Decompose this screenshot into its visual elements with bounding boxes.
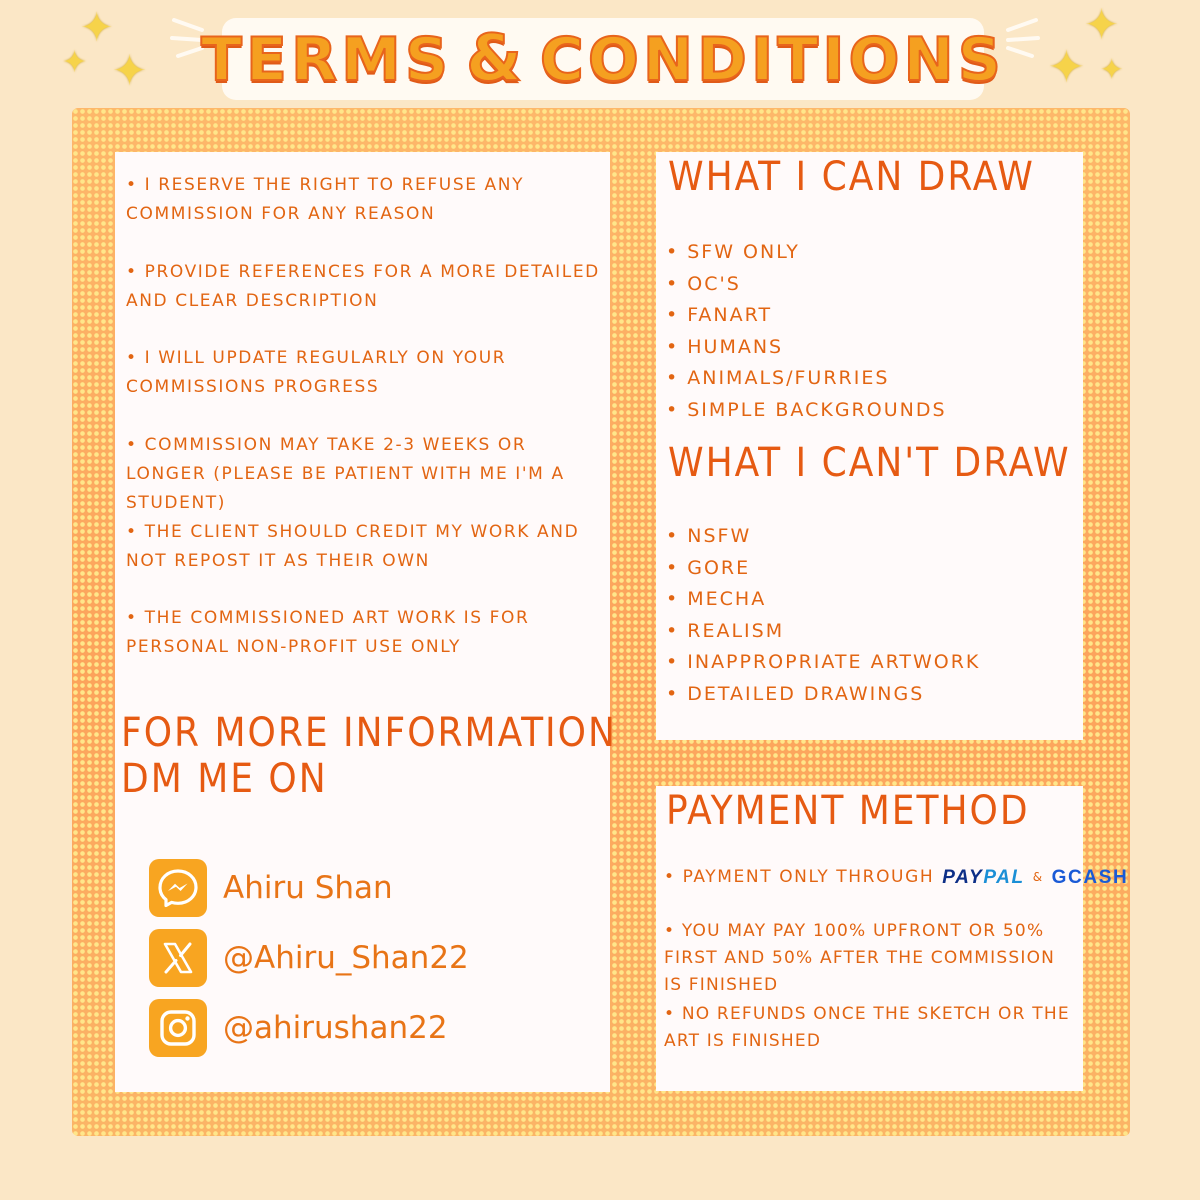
cant-draw-list — [666, 521, 980, 710]
list-item: • INAPPROPRIATE ARTWORK — [666, 651, 981, 673]
paypal-pay: PAY — [942, 867, 984, 888]
sparkle-icon: ✦ — [1084, 0, 1120, 49]
payment-heading: PAYMENT METHOD — [666, 788, 1030, 834]
social-x[interactable] — [149, 929, 469, 987]
gcash-logo: GCASH — [1051, 867, 1129, 888]
social-messenger[interactable] — [149, 859, 393, 917]
term-item: • I RESERVE THE RIGHT TO REFUSE ANY COMMISSION FOR ANY REASON — [126, 175, 525, 224]
sparkle-icon: ✦ — [62, 45, 88, 80]
list-item: • HUMANS — [666, 335, 784, 358]
page-title — [201, 22, 1005, 96]
sparkle-icon: ✦ — [112, 46, 148, 95]
payment-and: & — [1032, 870, 1044, 884]
list-item: • NSFW — [666, 525, 752, 547]
list-item: • MECHA — [666, 588, 767, 610]
sparkle-icon: ✦ — [1048, 42, 1085, 93]
refund-terms: • NO REFUNDS ONCE THE SKETCH OR THE ART IS FINISHED — [664, 1004, 1070, 1051]
list-item: • GORE — [666, 556, 751, 579]
title-banner — [201, 18, 1005, 100]
social-instagram[interactable] — [149, 999, 448, 1057]
info-heading-line2: DM ME ON — [121, 756, 328, 802]
term-item: • PROVIDE REFERENCES FOR A MORE DETAILED AND CLEAR DESCRIPTION — [126, 262, 600, 311]
paypal-logo — [942, 863, 1024, 892]
title-terms: TERMS — [201, 25, 453, 95]
sparkle-icon: ✦ — [80, 5, 114, 51]
payment-line — [664, 863, 1128, 892]
list-item: • DETAILED DRAWINGS — [666, 682, 925, 705]
payment-prefix: • PAYMENT ONLY THROUGH — [664, 867, 935, 887]
term-item: • I WILL UPDATE REGULARLY ON YOUR COMMISSIONS PROGRESS — [126, 348, 507, 397]
term-item: • THE COMMISSIONED ART WORK IS FOR PERSONAL NON-PROFIT USE ONLY — [126, 608, 530, 657]
list-item: • ANIMALS/FURRIES — [666, 367, 890, 389]
can-draw-list — [666, 237, 947, 426]
list-item: • SFW ONLY — [666, 241, 800, 263]
list-item: • REALISM — [666, 619, 785, 642]
x-icon — [149, 929, 207, 987]
list-item: • OC'S — [666, 272, 741, 295]
info-heading-line1: FOR MORE INFORMATION — [121, 710, 617, 756]
social-label: @ahirushan22 — [223, 1010, 448, 1046]
sparkle-icon: ✦ — [1100, 53, 1124, 86]
title-ampersand: & — [466, 22, 526, 96]
list-item: • SIMPLE BACKGROUNDS — [666, 398, 947, 421]
social-label: Ahiru Shan — [223, 870, 393, 906]
list-item: • FANART — [666, 304, 773, 326]
social-label: @Ahiru_Shan22 — [223, 940, 469, 976]
paypal-pal: PAL — [983, 867, 1025, 888]
term-item: • COMMISSION MAY TAKE 2-3 WEEKS OR LONGER (PLEASE BE PATIENT WITH ME I'M A STUDENT) — [126, 435, 565, 513]
messenger-icon — [149, 859, 207, 917]
instagram-icon — [149, 999, 207, 1057]
payment-terms: • YOU MAY PAY 100% UPFRONT OR 50% FIRST AND 50% AFTER THE COMMISSION IS FINISHED — [664, 921, 1056, 995]
can-draw-heading: WHAT I CAN DRAW — [668, 154, 1035, 200]
term-item: • THE CLIENT SHOULD CREDIT MY WORK AND NOT REPOST IT AS THEIR OWN — [126, 522, 580, 571]
cant-draw-heading: WHAT I CAN'T DRAW — [668, 440, 1071, 486]
title-conditions: CONDITIONS — [539, 25, 1005, 95]
